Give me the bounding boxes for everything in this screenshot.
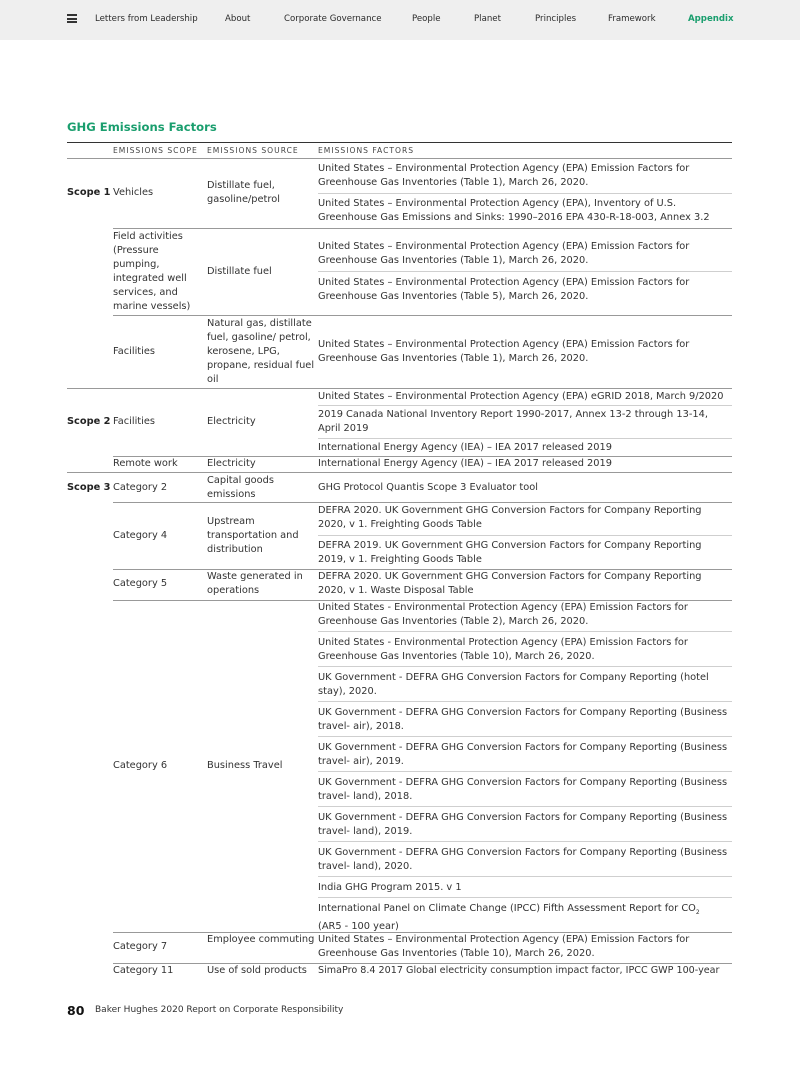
factor-cell: DEFRA 2019. UK Government GHG Conversion Factors for Company Reporting 2019, v 1. Freighting Goods Table: [318, 540, 702, 565]
category-cell: Facilities: [113, 416, 155, 427]
factor-cell: UK Government - DEFRA GHG Conversion Factors for Company Reporting (Business travel- air), 2018.: [318, 707, 728, 732]
row-divider: [113, 228, 732, 229]
header-scope: EMISSIONS SCOPE: [113, 146, 198, 155]
factor-cell: United States – Environmental Protection Agency (EPA) Emission Factors for Greenhouse Gas Inventories (Table 5), March 26, 2020.: [318, 277, 690, 302]
source-cell: Electricity: [207, 458, 256, 469]
nav-item-letters[interactable]: Letters from Leadership: [95, 14, 198, 24]
row-divider: [318, 897, 732, 898]
nav-item-about[interactable]: About: [225, 14, 251, 24]
ipcc-text: International Panel on Climate Change (IPCC) Fifth Assessment Report for CO: [318, 903, 696, 914]
category-cell: Category 6: [113, 760, 168, 771]
factor-cell: GHG Protocol Quantis Scope 3 Evaluator tool: [318, 482, 538, 493]
header-source: EMISSIONS SOURCE: [207, 146, 299, 155]
top-nav: [0, 0, 800, 40]
factor-cell: India GHG Program 2015. v 1: [318, 882, 462, 893]
source-cell: Capital goods emissions: [207, 475, 274, 500]
table-top-rule: [67, 142, 732, 143]
row-divider: [318, 666, 732, 667]
nav-item-people[interactable]: People: [412, 14, 441, 24]
source-cell: Employee commuting: [207, 934, 315, 945]
factor-cell: United States – Environmental Protection Agency (EPA) Emission Factors for Greenhouse Gas Inventories (Table 1), March 26, 2020.: [318, 241, 690, 266]
source-cell: Business Travel: [207, 760, 283, 771]
source-cell: Distillate fuel: [207, 266, 272, 277]
row-divider: [318, 736, 732, 737]
source-cell: Electricity: [207, 416, 256, 427]
page-number: 80: [67, 1003, 85, 1018]
nav-item-framework[interactable]: Framework: [608, 14, 656, 24]
category-cell: Category 11: [113, 965, 174, 976]
factor-cell: SimaPro 8.4 2017 Global electricity consumption impact factor, IPCC GWP 100-year: [318, 965, 720, 976]
factor-cell: United States - Environmental Protection Agency (EPA) Emission Factors for Greenhouse Gas Inventories (Table 10), March 26, 2020.: [318, 637, 688, 662]
row-divider: [318, 271, 732, 272]
category-cell: Category 7: [113, 941, 168, 952]
row-divider: [318, 631, 732, 632]
row-divider: [318, 701, 732, 702]
factor-cell: UK Government - DEFRA GHG Conversion Factors for Company Reporting (Business travel- land), 2020.: [318, 847, 728, 872]
ipcc-subscript: 2: [695, 908, 700, 916]
source-cell: Use of sold products: [207, 965, 307, 976]
scope-label: Scope 1: [67, 187, 111, 198]
factor-cell: UK Government - DEFRA GHG Conversion Factors for Company Reporting (Business travel- land), 2019.: [318, 812, 728, 837]
source-cell: Natural gas, distillate fuel, gasoline/ petrol, kerosene, LPG, propane, residual fuel oil: [207, 318, 315, 385]
factor-cell: [318, 902, 732, 934]
factor-cell: United States – Environmental Protection Agency (EPA), Inventory of U.S. Greenhouse Gas Emissions and Sinks: 1990–2016 EPA 430-R-18-003, Annex 3.2: [318, 198, 710, 223]
factor-cell: UK Government - DEFRA GHG Conversion Factors for Company Reporting (Business travel- land), 2018.: [318, 777, 728, 802]
category-cell: Vehicles: [113, 187, 154, 198]
nav-item-planet[interactable]: Planet: [474, 14, 501, 24]
header-factors: EMISSIONS FACTORS: [318, 146, 415, 155]
row-divider: [113, 315, 732, 316]
row-divider: [318, 535, 732, 536]
nav-item-appendix[interactable]: Appendix: [688, 14, 734, 24]
category-cell: Category 2: [113, 482, 168, 493]
row-divider: [113, 502, 732, 503]
category-cell: Field activities (Pressure pumping, integrated well services, and marine vessels): [113, 231, 191, 312]
scope-divider: [67, 388, 732, 389]
factor-cell: United States – Environmental Protection Agency (EPA) Emission Factors for Greenhouse Gas Inventories (Table 10), March 26, 2020.: [318, 934, 690, 959]
report-title: Baker Hughes 2020 Report on Corporate Responsibility: [95, 1005, 344, 1015]
factor-cell: DEFRA 2020. UK Government GHG Conversion Factors for Company Reporting 2020, v 1. Freighting Goods Table: [318, 505, 702, 530]
factor-cell: 2019 Canada National Inventory Report 1990-2017, Annex 13-2 through 13-14, April 2019: [318, 409, 708, 434]
factor-cell: UK Government - DEFRA GHG Conversion Factors for Company Reporting (Business travel- air), 2019.: [318, 742, 728, 767]
category-cell: Remote work: [113, 458, 178, 469]
row-divider: [318, 438, 732, 439]
row-divider: [318, 405, 732, 406]
menu-icon[interactable]: [67, 14, 77, 23]
factor-cell: International Energy Agency (IEA) – IEA 2017 released 2019: [318, 442, 612, 453]
category-cell: Category 5: [113, 578, 168, 589]
nav-item-principles[interactable]: Principles: [535, 14, 577, 24]
factor-cell: United States – Environmental Protection Agency (EPA) eGRID 2018, March 9/2020: [318, 391, 724, 402]
source-cell: Distillate fuel, gasoline/petrol: [207, 180, 280, 205]
header-rule: [67, 158, 732, 159]
section-title: GHG Emissions Factors: [67, 120, 217, 134]
row-divider: [318, 806, 732, 807]
row-divider: [318, 876, 732, 877]
nav-item-corporate-governance[interactable]: Corporate Governance: [284, 14, 382, 24]
category-cell: Facilities: [113, 346, 155, 357]
scope-divider: [67, 472, 732, 473]
scope-label: Scope 2: [67, 416, 111, 427]
row-divider: [318, 771, 732, 772]
factor-cell: United States – Environmental Protection Agency (EPA) Emission Factors for Greenhouse Gas Inventories (Table 1), March 26, 2020.: [318, 339, 690, 364]
category-cell: Category 4: [113, 530, 168, 541]
factor-cell: United States - Environmental Protection Agency (EPA) Emission Factors for Greenhouse Gas Inventories (Table 2), March 26, 2020.: [318, 602, 688, 627]
ipcc-text-2: (AR5 - 100 year): [318, 920, 399, 932]
factor-cell: United States – Environmental Protection Agency (EPA) Emission Factors for Greenhouse Gas Inventories (Table 1), March 26, 2020.: [318, 163, 690, 188]
source-cell: Waste generated in operations: [207, 571, 303, 596]
row-divider: [318, 841, 732, 842]
row-divider: [318, 193, 732, 194]
source-cell: Upstream transportation and distribution: [207, 516, 299, 555]
scope-label: Scope 3: [67, 482, 111, 493]
factor-cell: UK Government - DEFRA GHG Conversion Factors for Company Reporting (hotel stay), 2020.: [318, 672, 709, 697]
factor-cell: DEFRA 2020. UK Government GHG Conversion Factors for Company Reporting 2020, v 1. Waste Disposal Table: [318, 571, 702, 596]
factor-cell: International Energy Agency (IEA) – IEA 2017 released 2019: [318, 458, 612, 469]
